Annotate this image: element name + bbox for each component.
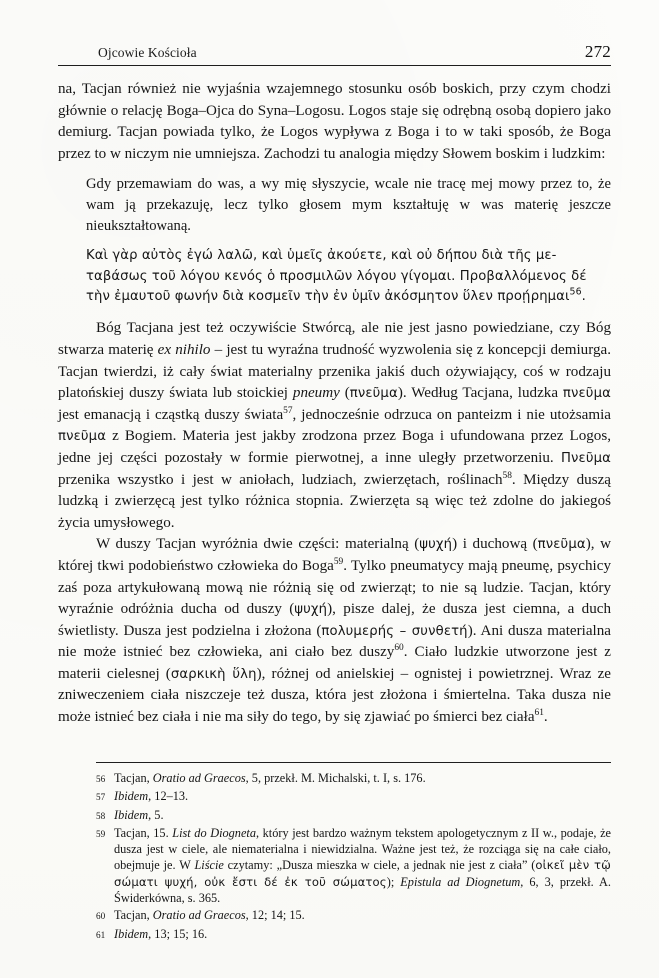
text-run: ). Ani dusza materialna nie może istnieć bez człowieka, ani ciało bez duszy <box>58 622 611 661</box>
footnote-italic-run: Ibidem <box>114 926 149 941</box>
footnote-italic-run: Oratio ad Graecos <box>152 908 246 923</box>
footnote-italic-run: Oratio ad Graecos <box>152 771 246 785</box>
running-header-title: Ojcowie Kościoła <box>98 45 197 60</box>
footnote-ref-58[interactable]: 58 <box>502 470 512 481</box>
footnote-italic-run: Ibidem <box>114 807 149 822</box>
footnote-text-run: , 13; 15; 16. <box>148 926 208 941</box>
footnote-entry <box>96 807 611 824</box>
greek-inline-psyche: ψυχή <box>419 537 453 553</box>
footnote-number[interactable]: 61 <box>96 929 106 940</box>
text-run: , jednocześnie odrzuca on panteizm i nie utożsamia <box>292 406 612 423</box>
footnote-italic-run: List do Diogneta <box>172 825 256 840</box>
running-header <box>58 42 611 65</box>
footnote-text-run: , 12; 14; 15. <box>245 908 305 923</box>
footnote-text-run: czytamy: „Dusza mieszka w ciele, a jednak nie jest z ciała” ( <box>223 858 536 873</box>
text-run: Bóg Tacjana jest też oczywiście Stwórcą, ale nie jest jasno powiedziane, czy Bóg stwarza materię <box>58 320 611 358</box>
footnote-text-run: ); <box>386 874 401 889</box>
greek-inline-pneuma: πνεῦμα <box>562 386 611 402</box>
footnote-greek-run: οἰκεῖ μὲν τῷ σώματι ψυχή, οὐκ ἔστι δέ ἐκ τοῦ σώματος <box>114 858 611 889</box>
footnote-entry <box>96 907 611 924</box>
paragraph-bog-tacjana <box>58 318 611 534</box>
footnote-text-run: , 5, przekł. M. Michalski, t. I, s. 176. <box>245 771 426 785</box>
footnote-text-run: Tacjan, <box>114 908 153 923</box>
text-run: . Między duszą ludzką i zwierzęcą jest tylko różnica stopnia. Zwierzęta są więc też zdolne do jakiegoś życia umysłowego. <box>58 471 611 531</box>
text-run: z Bogiem. Materia jest jakby zrodzona przez Boga i ufundowana przez Logos, jedne jej części pozostały w formie pierwotnej, a inne uległy przetworzeniu. <box>58 428 611 466</box>
text-run: – jest tu wyraźna trudność wyzwolenia się z koncepcji demiurga. Tacjan twierdzi, iż cały świat materialny przenika jakiś duch ożywiający, coś w rodzaju platońskiej duszy świata lub stoickiej <box>58 341 611 402</box>
footnote-text <box>114 907 611 923</box>
footnote-italic-run: Liście <box>194 858 224 873</box>
greek-line-3-tail: . <box>581 288 586 304</box>
page-number: 272 <box>584 42 611 61</box>
footnote-number[interactable]: 59 <box>96 828 106 839</box>
greek-inline-sarkike-hyle: σαρκικὴ ὕλη <box>170 666 257 682</box>
header-rule <box>58 65 611 66</box>
footnote-number[interactable]: 57 <box>96 792 106 803</box>
footnote-ref-57[interactable]: 57 <box>283 405 293 416</box>
footnote-text-run: , który jest bardzo ważnym tekstem apologetycznym z II w., podaje, że dusza jest w ciele, ale niematerialna i niewidzialna. Ważne jest też, że rozciąga się na całe ciało, obejmuje je. W <box>114 825 612 873</box>
paragraph-continuation: na, Tacjan również nie wyjaśnia wzajemnego stosunku osób boskich, przy czym chodzi głównie o relację Boga–Ojca do Syna–Logosu. Logos staje się odrębną osobą dopiero jako demiurg. Tacjan powiada tylko, że Logos wypływa z Boga i to w taki sposób, że Boga przez to w niczym nie umniejsza. Zachodzi tu analogia między Słowem boskim i ludzkim: <box>58 81 611 162</box>
footnote-number[interactable]: 56 <box>96 774 106 784</box>
footnote-text-run: , 6, 3, przekł. A. Świderkówna, s. 365. <box>114 874 611 906</box>
text-run: W duszy Tacjan wyróżnia dwie części: materialną ( <box>96 536 420 553</box>
text-run: przenika wszystko i jest w aniołach, ludziach, zwierzętach, roślinach <box>58 471 503 488</box>
footnote-text-run: Tacjan, <box>114 771 153 785</box>
greek-inline-pneuma: πνεῦμα <box>58 429 107 445</box>
greek-line-3 <box>86 287 611 307</box>
footnote-entry <box>96 926 611 943</box>
text-run: . <box>543 709 548 726</box>
greek-line-2: ταβάσως τοῦ λόγου κενός ὁ προσμιλῶν λόγου γίγομαι. Προβαλλόμενος δέ <box>86 268 587 284</box>
footnote-number[interactable]: 58 <box>96 810 106 821</box>
greek-inline-pneuma: πνεῦμα <box>349 386 398 402</box>
greek-inline-pneuma-cap: Πνεῦμα <box>560 450 611 466</box>
text-run: . Tylko pneumatycy mają pneumę, psychicy zaś poza artykułowaną mową nie różnią się od zwierząt; to nie są ludzie. Tacjan, który wyraźnie odróżnia ducha od duszy ( <box>58 557 611 618</box>
text-run: ). Według Tacjana, ludzka <box>397 385 563 402</box>
footnote-text <box>114 788 611 804</box>
text-run: ), pisze dalej, że dusza jest ciemna, a duch świetlisty. Dusza jest podzielna i złożona ( <box>58 601 611 639</box>
greek-inline-psyche: ψυχή <box>294 602 328 618</box>
text-run: ) i duchową ( <box>452 536 538 553</box>
footnote-text-run: , 12–13. <box>148 789 189 804</box>
text-run: ), różnej od anielskiej – ognistej i powietrznej. Wraz ze zniweczeniem ciała niszczeje też dusza, która jest złożona i śmiertelna. Taka dusza nie może istnieć bez ciała i nie ma siły do tego, by się zjawiać po śmierci bez ciała <box>58 665 612 726</box>
body-text <box>58 79 611 729</box>
text-run: jest emanacją i cząstką duszy świata <box>58 406 284 423</box>
text-run: . Ciało ludzkie utworzone jest z materii cielesnej ( <box>58 644 611 682</box>
footnote-number[interactable]: 60 <box>96 911 106 922</box>
footnote-italic-run: Epistula ad Diognetum <box>400 874 521 889</box>
greek-line-3-text: τὴν ἐμαυτοῦ φωνήν διὰ κοσμεῖν τὴν ἐν ὑμῖν ἀκόσμητον ὕλεν προῄρημαι <box>86 288 570 304</box>
greek-inline-polymeres: πολυμερής – συνθετή <box>321 623 468 639</box>
footnote-ref-60[interactable]: 60 <box>394 643 404 654</box>
footnote-entry <box>96 770 611 787</box>
blockquote-polish <box>58 174 611 236</box>
footnote-entry <box>96 825 611 906</box>
italic-pneumy: pneumy <box>292 385 340 402</box>
text-run: ), w której tkwi podobieństwo człowieka do Boga <box>58 536 611 574</box>
footnote-text-run: Tacjan, 15. <box>114 825 173 840</box>
footnote-section <box>96 762 611 944</box>
greek-line-1: Καὶ γὰρ αὐτὸς ἐγώ λαλῶ, καὶ ὑμεῖς ἀκούετε, καὶ οὐ δήπου διὰ τῆς με- <box>86 248 557 264</box>
footnote-separator-rule <box>96 762 611 763</box>
italic-ex-nihilo: ex nihilo <box>157 341 211 358</box>
footnote-text <box>114 807 611 823</box>
footnote-ref-56[interactable]: 56 <box>569 286 582 298</box>
greek-inline-pneuma: πνεῦμα <box>537 537 586 553</box>
footnote-text <box>114 926 611 942</box>
footnote-text <box>114 770 611 786</box>
blockquote-polish-text: Gdy przemawiam do was, a wy mię słyszycie, wcale nie tracę mej mowy przez to, że wam ją przekazuję, lecz tylko głosem mym kształtuję w was materię jeszcze nieukształtowaną. <box>86 176 611 234</box>
footnote-text-run: , 5. <box>148 807 164 822</box>
footnote-ref-61[interactable]: 61 <box>534 708 544 719</box>
footnote-list <box>96 770 611 943</box>
blockquote-greek <box>58 246 611 307</box>
page-content <box>58 42 611 729</box>
footnote-italic-run: Ibidem <box>114 789 149 804</box>
footnote-ref-59[interactable]: 59 <box>333 556 344 567</box>
paragraph-w-duszy <box>58 534 611 728</box>
text-run: ( <box>339 385 350 402</box>
footnote-text <box>114 825 611 906</box>
footnote-entry <box>96 788 611 805</box>
